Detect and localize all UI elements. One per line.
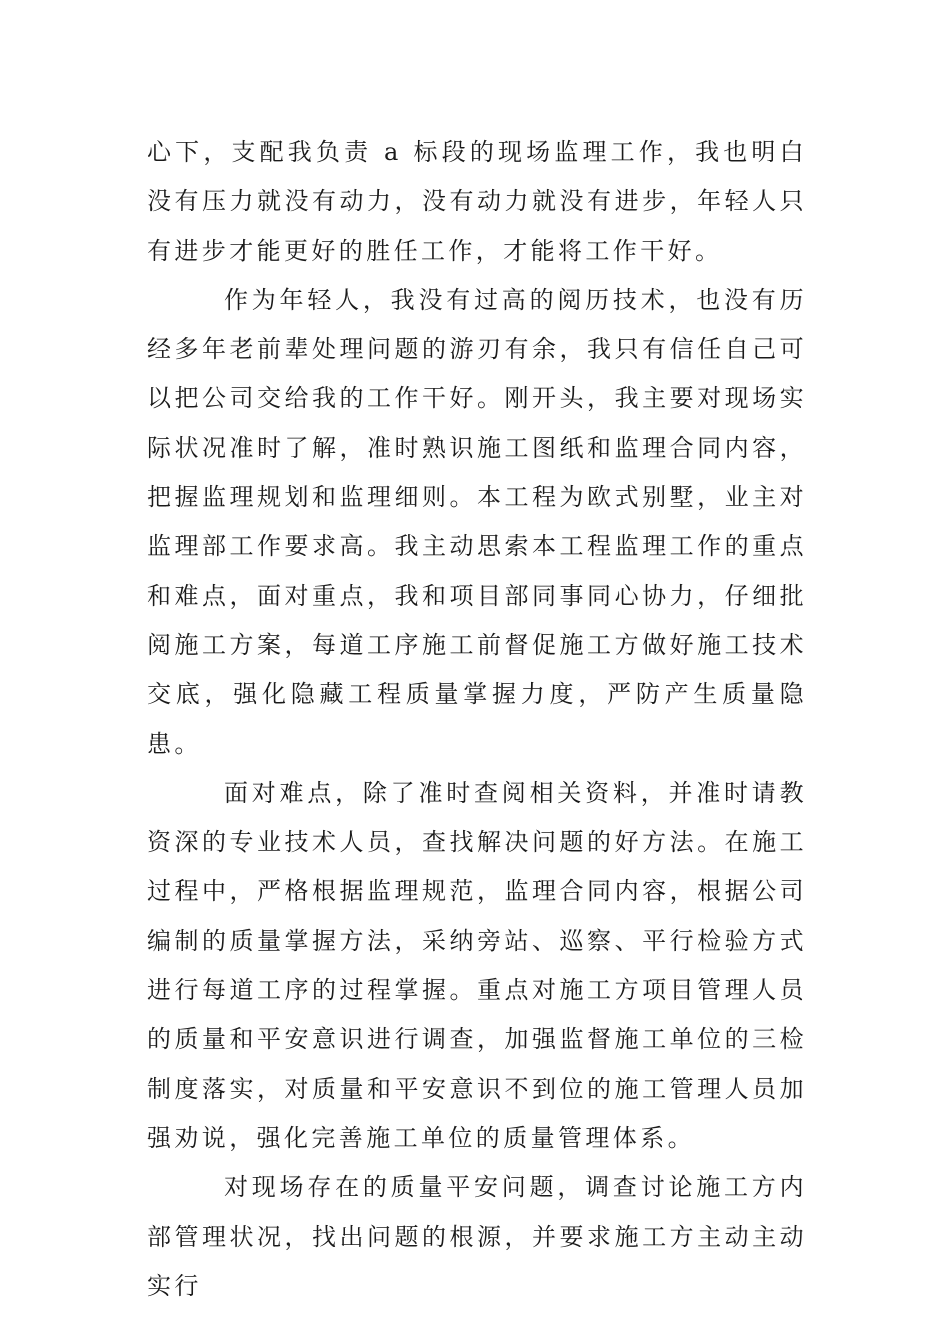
paragraph-continuation: 心下，支配我负责 a 标段的现场监理工作，我也明白没有压力就没有动力，没有动力就没有进步，年轻人只有进步才能更好的胜任工作，才能将工作干好。 <box>147 138 807 265</box>
paragraph: 对现场存在的质量平安问题，调查讨论施工方内部管理状况，找出问题的根源，并要求施工方主动主动实行 <box>147 1173 807 1300</box>
paragraph: 作为年轻人，我没有过高的阅历技术，也没有历经多年老前辈处理问题的游刃有余，我只有信任自己可以把公司交给我的工作干好。刚开头，我主要对现场实际状况准时了解，准时熟识施工图纸和监理合同内容，把握监理规划和监理细则。本工程为欧式别墅，业主对监理部工作要求高。我主动思索本工程监理工作的重点和难点，面对重点，我和项目部同事同心协力，仔细批阅施工方案，每道工序施工前督促施工方做好施工技术交底，强化隐藏工程质量掌握力度，严防产生质量隐患。 <box>147 285 807 758</box>
document-body <box>147 128 807 1311</box>
paragraph: 面对难点，除了准时查阅相关资料，并准时请教资深的专业技术人员，查找解决问题的好方法。在施工过程中，严格根据监理规范，监理合同内容，根据公司编制的质量掌握方法，采纳旁站、巡察、平行检验方式进行每道工序的过程掌握。重点对施工方项目管理人员的质量和平安意识进行调查，加强监督施工单位的三检制度落实，对质量和平安意识不到位的施工管理人员加强劝说，强化完善施工单位的质量管理体系。 <box>147 778 807 1152</box>
